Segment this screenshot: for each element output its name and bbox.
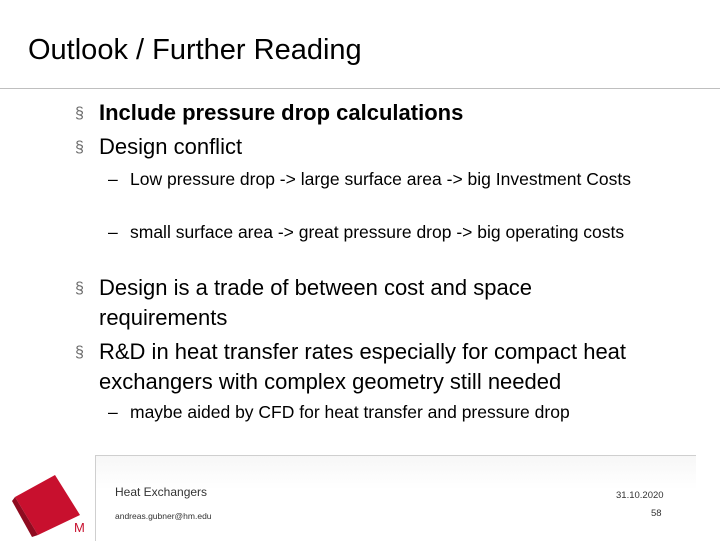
sub-bullet-marker: –	[108, 222, 118, 242]
sub-bullet-item: maybe aided by CFD for heat transfer and pressure drop	[130, 402, 570, 422]
footer	[0, 455, 720, 540]
bullet-marker: §	[75, 280, 84, 297]
university-logo-icon	[10, 467, 90, 537]
bullet-marker: §	[75, 344, 84, 361]
sub-bullet-item: Low pressure drop -> large surface area -> big Investment Costs	[130, 169, 631, 189]
footer-email: andreas.gubner@hm.edu	[115, 511, 212, 521]
footer-page-number: 58	[651, 508, 662, 519]
slide-title: Outlook / Further Reading	[28, 34, 362, 66]
footer-date: 31.10.2020	[616, 490, 664, 501]
bullet-item: Design conflict	[99, 134, 243, 159]
bullet-item: Design is a trade of between cost and space requirements	[99, 275, 532, 330]
footer-course-label: Heat Exchangers	[115, 485, 208, 499]
sub-bullet-marker: –	[108, 169, 118, 189]
logo-letter: M	[74, 520, 85, 535]
bullet-item: R&D in heat transfer rates especially for compact heat exchangers with complex geometry still needed	[99, 339, 627, 394]
bullet-item: Include pressure drop calculations	[99, 100, 464, 125]
sub-bullet-marker: –	[108, 402, 118, 422]
sub-bullet-item: small surface area -> great pressure drop -> big operating costs	[130, 222, 625, 242]
bullet-marker: §	[75, 139, 84, 156]
bullet-marker: §	[75, 105, 84, 122]
